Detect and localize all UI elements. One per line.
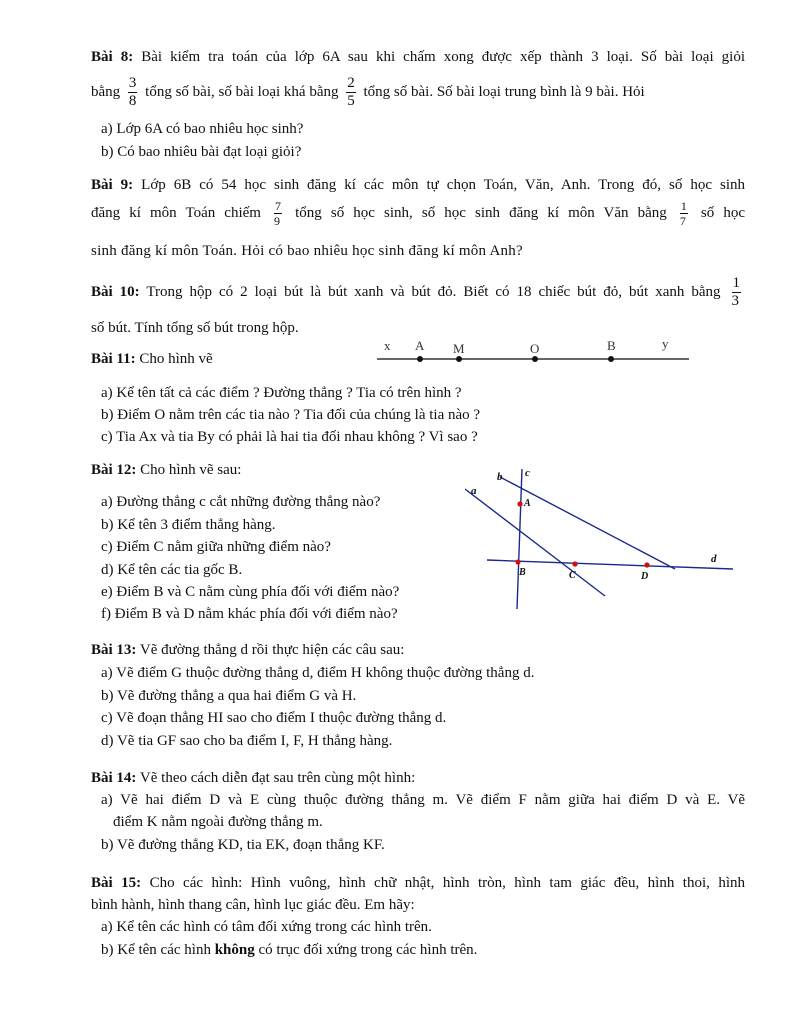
exercise-12-question-e: e) Điểm B và C nằm cùng phía đối với điểm nào? (101, 584, 400, 600)
exercise-14-question-a-line-1: a) Vẽ hai điểm D và E cùng thuộc đường thẳng m. Vẽ điểm F nằm giữa hai điểm D và E. Vẽ (101, 792, 745, 808)
exercise-8-title: Bài 8: (91, 49, 134, 65)
label-point-B: B (519, 567, 526, 578)
label-line-b: b (497, 471, 503, 483)
exercise-11-question-c: c) Tia Ax và tia By có phải là hai tia đối nhau không ? Vì sao ? (101, 429, 478, 445)
label-line-c: c (525, 467, 530, 479)
point-o (532, 356, 538, 362)
line-a (465, 489, 605, 596)
label-o: O (530, 341, 540, 356)
exercise-9-line-2: đăng kí môn Toán chiếm $\frac{7}{9}$ tổng số học sinh, số học sinh đăng kí môn Văn bằng $\frac{1}{7}$ số học (91, 199, 745, 229)
exercise-15-line-1: Bài 15: Cho các hình: Hình vuông, hình chữ nhật, hình tròn, hình tam giác đều, hình thoi, hình (91, 875, 746, 891)
fraction-3-8: $\frac{3}{8}$ (128, 75, 137, 110)
point-C (572, 561, 577, 566)
exercise-12-question-d: d) Kể tên các tia gốc B. (101, 562, 243, 578)
label-m: M (453, 341, 465, 356)
exercise-12-question-c: c) Điểm C nằm giữa những điểm nào? (101, 539, 331, 555)
point-a (417, 356, 423, 362)
point-m (456, 356, 462, 362)
label-point-C: C (569, 570, 576, 581)
fraction-2-5: $\frac{2}{5}$ (347, 75, 355, 110)
exercise-12-question-f: f) Điểm B và D nằm khác phía đối với điểm nào? (101, 606, 398, 622)
exercise-10-title: Bài 10: (91, 284, 140, 300)
point-b (608, 356, 614, 362)
exercise-13-question-b: b) Vẽ đường thẳng a qua hai điểm G và H. (101, 688, 357, 704)
exercise-8-line-2: bằng $\frac{3}{8}$ tổng số bài, số bài loại khá bằng $\frac{2}{5}$ tổng số bài. Số bài loại trung bình là 9 bài. Hỏi (91, 75, 645, 110)
fraction-1-7: $\frac{1}{7}$ (679, 199, 687, 229)
label-y: y (662, 336, 669, 351)
exercise-15-question-b: b) Kể tên các hình không có trục đối xứng trong các hình trên. (101, 942, 478, 958)
fraction-7-9: $\frac{7}{9}$ (274, 199, 282, 229)
fraction-1-3: $\frac{1}{3}$ (731, 275, 741, 310)
exercise-14-title: Bài 14: (91, 770, 137, 786)
exercise-12-question-a: a) Đường thẳng c cắt những đường thẳng nào? (101, 494, 381, 510)
label-line-a: a (471, 485, 477, 497)
exercise-10-line-1: Bài 10: Trong hộp có 2 loại bút là bút xanh và bút đỏ. Biết có 18 chiếc bút đỏ, bút xanh bằng $\frac{1}{3}$ (91, 275, 741, 310)
exercise-8-question-b: b) Có bao nhiêu bài đạt loại giỏi? (101, 144, 302, 160)
point-D (644, 562, 649, 567)
exercise-13-question-c: c) Vẽ đoạn thẳng HI sao cho điểm I thuộc đường thẳng d. (101, 710, 447, 726)
exercise-9-line-3: sinh đăng kí môn Toán. Hỏi có bao nhiêu học sinh đăng kí môn Anh? (91, 243, 523, 259)
exercise-11-question-a: a) Kể tên tất cả các điểm ? Đường thẳng ? Tia có trên hình ? (101, 385, 462, 401)
point-B (515, 559, 520, 564)
point-A (517, 501, 522, 506)
exercise-14-intro: Bài 14: Vẽ theo cách diễn đạt sau trên cùng một hình: (91, 770, 416, 786)
exercise-12-question-b: b) Kể tên 3 điểm thẳng hàng. (101, 517, 276, 533)
exercise-8-question-a: a) Lớp 6A có bao nhiêu học sinh? (101, 121, 304, 137)
exercise-13-intro: Bài 13: Vẽ đường thẳng d rồi thực hiện các câu sau: (91, 642, 405, 658)
label-point-D: D (641, 571, 649, 582)
exercise-11-title: Bài 11: (91, 351, 136, 367)
lines-figure (465, 464, 745, 614)
exercise-15-question-a: a) Kể tên các hình có tâm đối xứng trong các hình trên. (101, 919, 432, 935)
exercise-10-line-2: số bút. Tính tổng số bút trong hộp. (91, 320, 299, 336)
exercise-14-question-a-line-2: điểm K nằm ngoài đường thẳng m. (113, 814, 323, 830)
line-xy-figure (377, 334, 697, 374)
label-a: A (415, 338, 425, 353)
exercise-12-title: Bài 12: (91, 462, 137, 478)
exercise-11-intro: Bài 11: Cho hình vẽ (91, 351, 213, 367)
exercise-8-line-1: Bài 8: Bài kiểm tra toán của lớp 6A sau khi chấm xong được xếp thành 3 loại. Số bài loại giỏi (91, 49, 746, 65)
label-b: B (607, 338, 616, 353)
exercise-13-question-d: d) Vẽ tia GF sao cho ba điểm I, F, H thẳng hàng. (101, 733, 393, 749)
exercise-14-question-b: b) Vẽ đường thẳng KD, tia EK, đoạn thẳng KF. (101, 837, 385, 853)
label-line-d: d (711, 553, 717, 565)
exercise-13-title: Bài 13: (91, 642, 137, 658)
exercise-12-intro: Bài 12: Cho hình vẽ sau: (91, 462, 242, 478)
line-c (517, 469, 522, 609)
label-x: x (384, 338, 391, 353)
exercise-9-title: Bài 9: (91, 177, 134, 193)
exercise-15-line-2: bình hành, hình thang cân, hình lục giác đều. Em hãy: (91, 897, 415, 913)
label-point-A: A (524, 498, 531, 509)
exercise-11-question-b: b) Điểm O nằm trên các tia nào ? Tia đối của chúng là tia nào ? (101, 407, 481, 423)
exercise-9-line-1: Bài 9: Lớp 6B có 54 học sinh đăng kí các môn tự chọn Toán, Văn, Anh. Trong đó, số học sinh (91, 177, 745, 193)
exercise-13-question-a: a) Vẽ điểm G thuộc đường thẳng d, điểm H không thuộc đường thẳng d. (101, 665, 535, 681)
exercise-15-title: Bài 15: (91, 875, 142, 891)
line-b (500, 477, 675, 569)
